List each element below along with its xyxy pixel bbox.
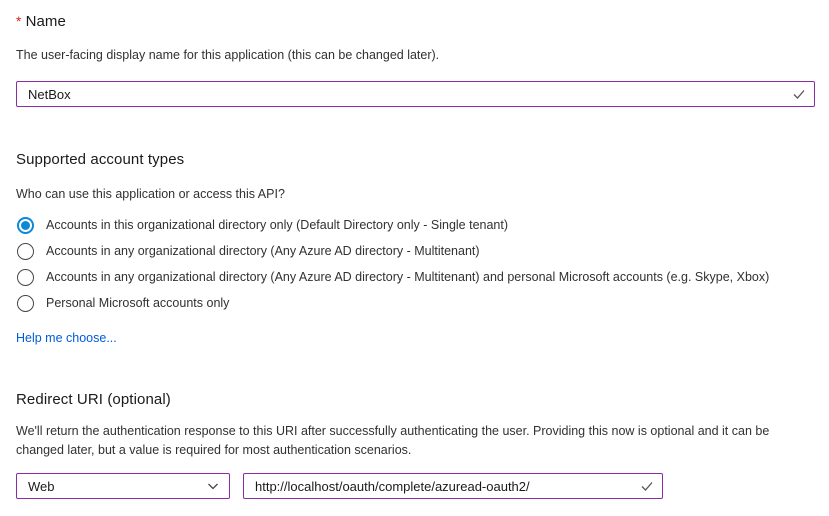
- account-types-radio-group: [16, 212, 815, 316]
- account-types-question: Who can use this application or access this API?: [16, 187, 285, 201]
- radio-icon: [17, 217, 34, 234]
- radio-icon: [17, 243, 34, 260]
- radio-option-multitenant[interactable]: [16, 238, 815, 264]
- redirect-uri-description: We'll return the authentication response to this URI after successfully authenticating the user. Providing this now is optional and it can be changed later, but a value is required for most authentication scenarios.: [16, 424, 770, 457]
- name-input-wrapper: [16, 81, 815, 107]
- radio-icon: [17, 295, 34, 312]
- redirect-uri-input[interactable]: [244, 474, 662, 498]
- radio-option-label: Personal Microsoft accounts only: [46, 296, 230, 310]
- redirect-uri-input-wrapper: [243, 473, 663, 499]
- platform-select-value: Web: [28, 478, 55, 494]
- required-asterisk: *: [16, 13, 22, 29]
- radio-option-label: Accounts in any organizational directory (Any Azure AD directory - Multitenant) and personal Microsoft accounts (e.g. Skype, Xbox): [46, 270, 770, 284]
- help-me-choose-link[interactable]: Help me choose...: [16, 331, 117, 345]
- name-section-heading: [16, 10, 815, 33]
- radio-option-single-tenant[interactable]: [16, 212, 815, 238]
- redirect-uri-controls: [16, 473, 815, 499]
- radio-option-multitenant-personal[interactable]: [16, 264, 815, 290]
- radio-icon: [17, 269, 34, 286]
- platform-select-dropdown[interactable]: [16, 473, 230, 499]
- account-types-heading: Supported account types: [16, 151, 185, 168]
- radio-option-label: Accounts in this organizational directory only (Default Directory only - Single tenant): [46, 218, 509, 232]
- name-input[interactable]: [17, 82, 814, 106]
- radio-option-personal-only[interactable]: [16, 290, 815, 316]
- name-section-title: Name: [25, 13, 66, 30]
- name-description: The user-facing display name for this application (this can be changed later).: [16, 48, 440, 62]
- radio-option-label: Accounts in any organizational directory (Any Azure AD directory - Multitenant): [46, 244, 480, 258]
- redirect-uri-heading: Redirect URI (optional): [16, 391, 171, 408]
- chevron-down-icon: [206, 479, 220, 493]
